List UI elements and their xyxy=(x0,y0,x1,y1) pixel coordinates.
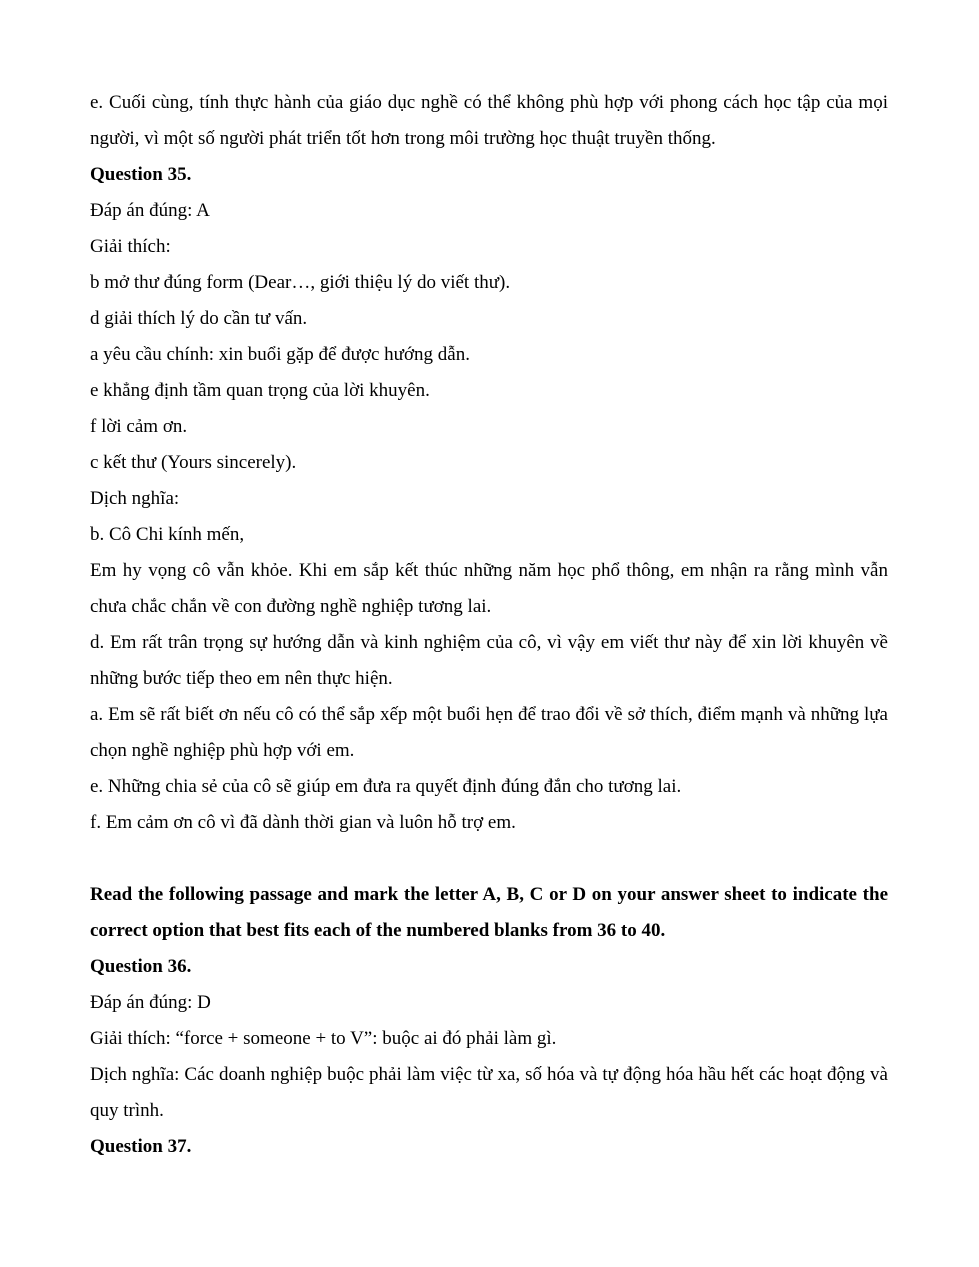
question-36-translation: Dịch nghĩa: Các doanh nghiệp buộc phải làm việc từ xa, số hóa và tự động hóa hầu hết các hoạt động và quy trình. xyxy=(90,1064,888,1121)
letter-paragraph-f: f. Em cảm ơn cô vì đã dành thời gian và luôn hỗ trợ em. xyxy=(90,812,516,833)
letter-greeting: b. Cô Chi kính mến, xyxy=(90,524,245,545)
letter-paragraph-a: a. Em sẽ rất biết ơn nếu cô có thể sắp xếp một buổi hẹn để trao đổi về sở thích, điểm mạnh và những lựa chọn nghề nghiệp phù hợp với em. xyxy=(90,704,888,761)
question-35-explain-line: b mở thư đúng form (Dear…, giới thiệu lý do viết thư). xyxy=(90,272,511,293)
question-35-explain-line: f lời cảm ơn. xyxy=(90,416,188,437)
question-35-explain-line: d giải thích lý do cần tư vấn. xyxy=(90,308,308,329)
question-35-explain-label: Giải thích: xyxy=(90,236,171,257)
letter-paragraph-1: Em hy vọng cô vẫn khỏe. Khi em sắp kết thúc những năm học phổ thông, em nhận ra rằng mình vẫn chưa chắc chắn về con đường nghề nghiệp tương lai. xyxy=(90,560,888,617)
question-36-explanation: Giải thích: “force + someone + to V”: buộc ai đó phải làm gì. xyxy=(90,1028,557,1049)
letter-paragraph-d: d. Em rất trân trọng sự hướng dẫn và kinh nghiệm của cô, vì vậy em viết thư này để xin lời khuyên về những bước tiếp theo em nên thực hiện. xyxy=(90,632,888,689)
question-35-heading: Question 35. xyxy=(90,164,192,185)
question-35-explain-line: c kết thư (Yours sincerely). xyxy=(90,452,297,473)
top-paragraph-e: e. Cuối cùng, tính thực hành của giáo dục nghề có thể không phù hợp với phong cách học tập của mọi người, vì một số người phát triển tốt hơn trong môi trường học thuật truyền thống. xyxy=(90,92,888,149)
blank-spacer xyxy=(90,841,888,877)
question-35-explain-line: e khẳng định tầm quan trọng của lời khuyên. xyxy=(90,380,430,401)
letter-paragraph-e: e. Những chia sẻ của cô sẽ giúp em đưa ra quyết định đúng đắn cho tương lai. xyxy=(90,776,682,797)
document-page xyxy=(90,85,888,1165)
question-35-answer: Đáp án đúng: A xyxy=(90,200,210,221)
question-35-translation-label: Dịch nghĩa: xyxy=(90,488,180,509)
reading-instruction: Read the following passage and mark the letter A, B, C or D on your answer sheet to indicate the correct option that best fits each of the numbered blanks from 36 to 40. xyxy=(90,884,888,941)
question-36-heading: Question 36. xyxy=(90,956,192,977)
question-36-answer: Đáp án đúng: D xyxy=(90,992,211,1013)
question-37-heading: Question 37. xyxy=(90,1136,192,1157)
question-35-explain-line: a yêu cầu chính: xin buổi gặp để được hướng dẫn. xyxy=(90,344,470,365)
